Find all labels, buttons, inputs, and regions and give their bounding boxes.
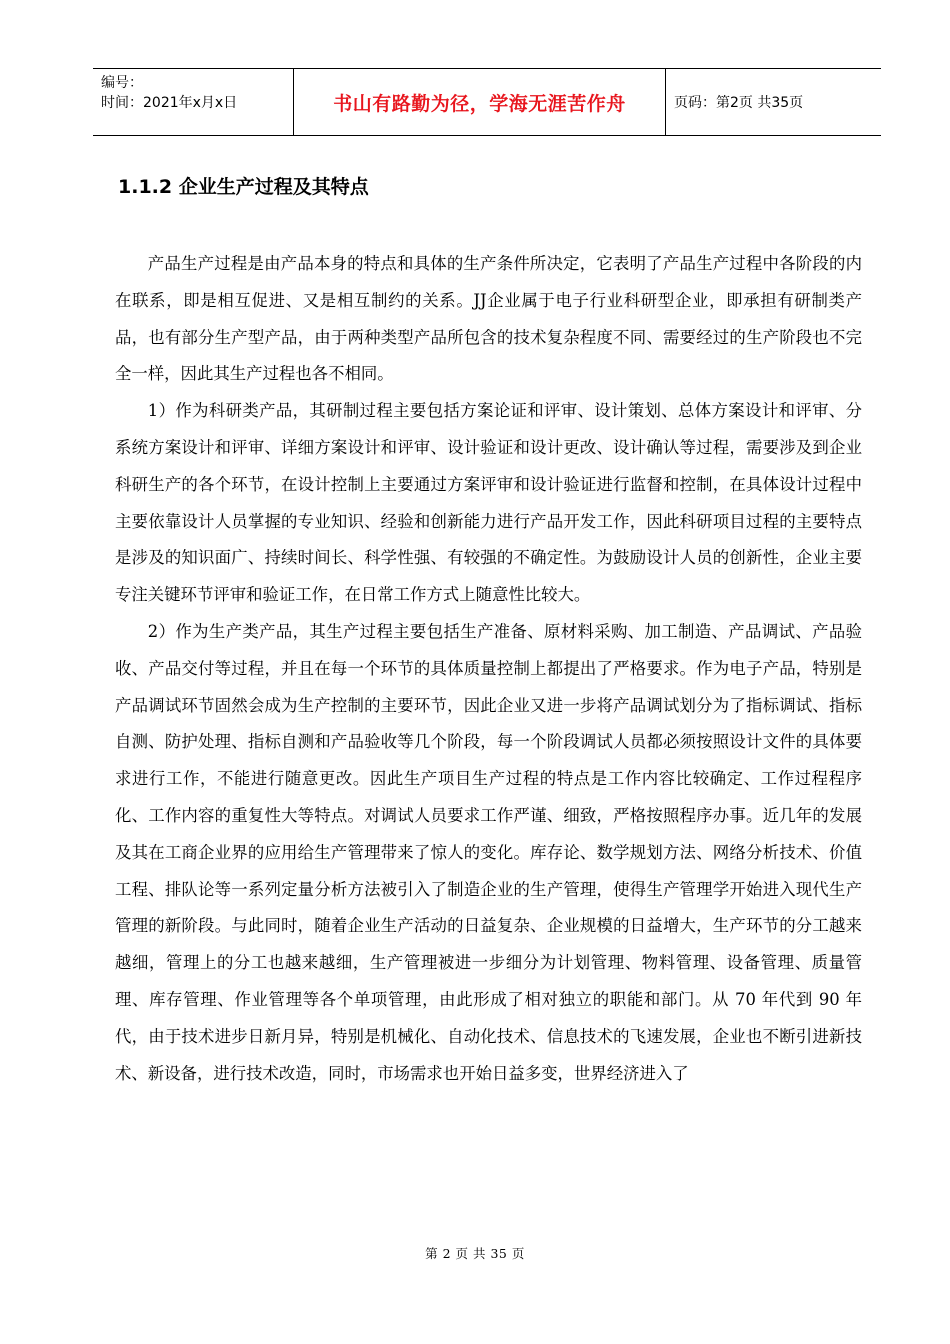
header-time-label: 时间：2021年x月x日 [101, 95, 238, 111]
header-motto: 书山有路勤为径，学海无涯苦作舟 [293, 69, 666, 135]
page-footer: 第 2 页 共 35 页 [425, 1246, 525, 1261]
header-meta-cell [93, 69, 293, 135]
body-text [115, 246, 862, 1092]
paragraph-production-products: 2）作为生产类产品，其生产过程主要包括生产准备、原材料采购、加工制造、产品调试、产品验收、产品交付等过程，并且在每一个环节的具体质量控制上都提出了严格要求。作为电子产品，特别是产品调试环节固然会成为生产控制的主要环节，因此企业又进一步将产品调试划分为了指标调试、指标自测、防护处理、指标自测和产品验收等几个阶段，每一个阶段调试人员都必须按照设计文件的具体要求进行工作，不能进行随意更改。因此生产项目生产过程的特点是工作内容比较确定、工作过程程序化、工作内容的重复性大等特点。对调试人员要求工作严谨、细致，严格按照程序办事。近几年的发展及其在工商企业界的应用给生产管理带来了惊人的变化。库存论、数学规划方法、网络分析技术、价值工程、排队论等一系列定量分析方法被引入了制造企业的生产管理，使得生产管理学开始进入现代生产管理的新阶段。与此同时，随着企业生产活动的日益复杂、企业规模的日益增大，生产环节的分工越来越细，管理上的分工也越来越细，生产管理被进一步细分为计划管理、物料管理、设备管理、质量管理、库存管理、作业管理等各个单项管理，由此形成了相对独立的职能和部门。从 70 年代到 90 年代，由于技术进步日新月异，特别是机械化、自动化技术、信息技术的飞速发展，企业也不断引进新技术、新设备，进行技术改造，同时，市场需求也开始日益多变，世界经济进入了 [115, 621, 862, 1083]
document-header [93, 68, 881, 136]
paragraph-intro: 产品生产过程是由产品本身的特点和具体的生产条件所决定，它表明了产品生产过程中各阶段的内在联系，即是相互促进、又是相互制约的关系。JJ企业属于电子行业科研型企业，即承担有研制类产品，也有部分生产型产品，由于两种类型产品所包含的技术复杂程度不同、需要经过的生产阶段也不完全一样，因此其生产过程也各不相同。 [115, 254, 862, 384]
header-number-label: 编号： [101, 75, 143, 91]
section-title: 1.1.2 企业生产过程及其特点 [118, 176, 369, 198]
header-page-info: 页码：第2页 共35页 [674, 95, 804, 111]
paragraph-research-products: 1）作为科研类产品，其研制过程主要包括方案论证和评审、设计策划、总体方案设计和评审、分系统方案设计和评审、详细方案设计和评审、设计验证和设计更改、设计确认等过程，需要涉及到企业科研生产的各个环节，在设计控制上主要通过方案评审和设计验证进行监督和控制，在具体设计过程中主要依靠设计人员掌握的专业知识、经验和创新能力进行产品开发工作，因此科研项目过程的主要特点是涉及的知识面广、持续时间长、科学性强、有较强的不确定性。为鼓励设计人员的创新性，企业主要专注关键环节评审和验证工作，在日常工作方式上随意性比较大。 [115, 401, 862, 605]
